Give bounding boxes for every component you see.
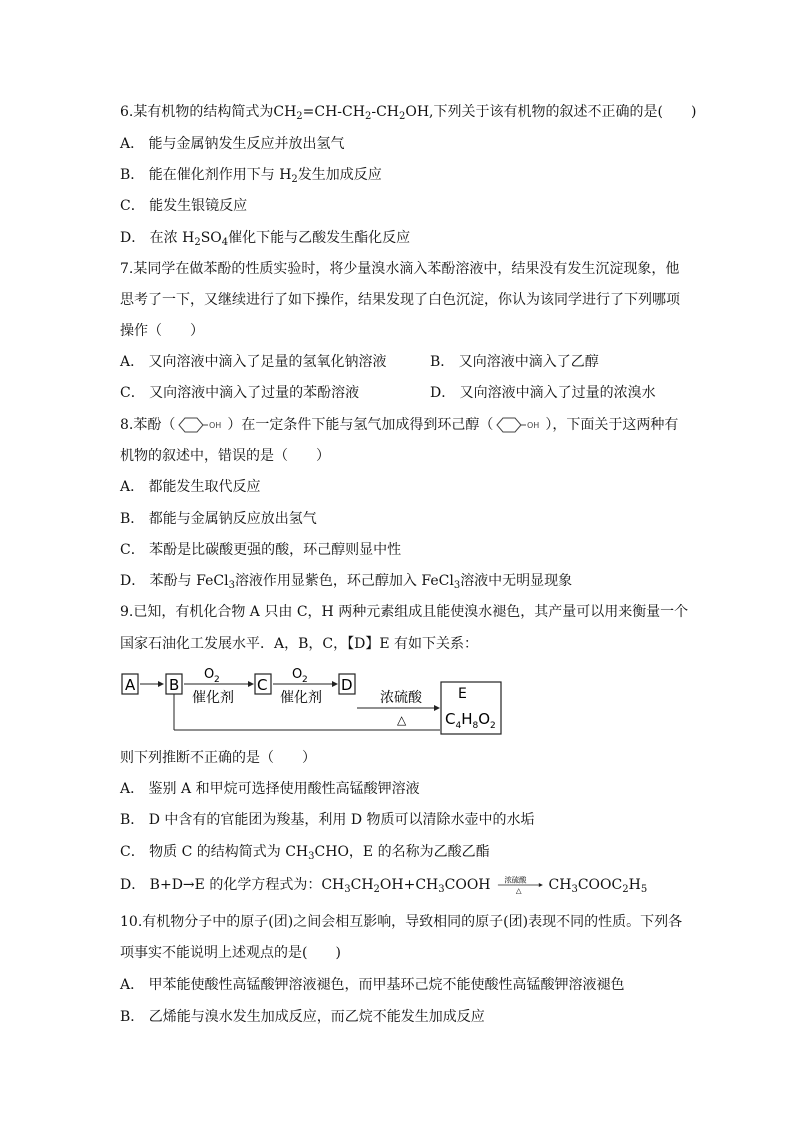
phenol-structure-icon (175, 416, 227, 434)
label-b: B (169, 676, 180, 694)
q6-option-a: A． 能与金属钠发生反应并放出氢气 (120, 136, 345, 152)
q7-option-a: A． 又向溶液中滴入了足量的氢氧化钠溶液 (120, 354, 387, 370)
svg-text:OH: OH (527, 421, 540, 430)
label-d: D (341, 676, 353, 694)
svg-text:OH: OH (209, 421, 222, 430)
svg-text:2: 2 (214, 675, 220, 685)
q6-option-b: B． 能在催化剂作用下与 $H_2$发生加成反应 (120, 167, 382, 185)
q10-stem-line1: 10.有机物分子中的原子(团)之间会相互影响，导致相同的原子(团)表现不同的性质。下列各 (120, 914, 683, 930)
acid-label: 浓硫酸 (380, 690, 422, 706)
q9-option-a: A． 鉴别 A 和甲烷可选择使用酸性高锰酸钾溶液 (120, 781, 420, 797)
q9-stem-line1: 9.已知，有机化合物 A 只由 C，H 两种元素组成且能使溴水褪色，其产量可以用来衡量一个 (120, 604, 689, 620)
heat-label: △ (397, 713, 407, 727)
q7-options-row2 (120, 384, 680, 402)
q7-option-d: D． 又向溶液中滴入了过量的浓溴水 (430, 385, 656, 401)
q9-option-c: C． 物质 C 的结构简式为 $CH_3CHO$，E 的名称为乙酸乙酯 (120, 844, 490, 862)
o2-label-2: O (292, 667, 303, 682)
q10-stem-line2: 项事实不能说明上述观点的是( ) (120, 945, 341, 961)
reaction-flow-diagram (118, 662, 518, 742)
catalyst-label-1: 催化剂 (192, 690, 234, 706)
svg-text:△: △ (515, 886, 522, 894)
svg-text:浓硫酸: 浓硫酸 (503, 876, 527, 885)
q7-stem-line3: 操作（ ） (120, 323, 204, 339)
q8-option-a: A． 都能发生取代反应 (120, 479, 261, 495)
q8-stem-line2: 机物的叙述中，错误的是（ ） (120, 448, 330, 464)
q6-stem: 6.某有机物的结构简式为$CH_2=CH-CH_2-CH_2OH$,下列关于该有机物的叙述不正确的是( ) (120, 104, 697, 122)
cyclohexanol-structure-icon (493, 416, 545, 434)
q7-option-b: B． 又向溶液中滴入了乙醇 (430, 354, 599, 370)
e-formula: $C_4H_8O_2$ (445, 710, 496, 731)
q8-option-c: C． 苯酚是比碳酸更强的酸，环己醇则显中性 (120, 542, 402, 558)
label-a: A (125, 676, 136, 694)
q9-stem-line2: 国家石油化工发展水平．A，B，C，【D】E 有如下关系： (120, 636, 479, 652)
q7-stem-line1: 7.某同学在做苯酚的性质实验时，将少量溴水滴入苯酚溶液中，结果没有发生沉淀现象，他 (120, 261, 680, 277)
q7-option-c: C． 又向溶液中滴入了过量的苯酚溶液 (120, 385, 360, 401)
q8-option-d: D． 苯酚与 FeCl$_3$溶液作用显紫色，环己醇加入 FeCl$_3$溶液中无明显现象 (120, 573, 573, 591)
q8-option-b: B． 都能与金属钠反应放出氢气 (120, 511, 317, 527)
q7-stem-line2: 思考了一下，又继续进行了如下操作，结果发现了白色沉淀，你认为该同学进行了下列哪项 (120, 292, 680, 308)
svg-text:2: 2 (302, 675, 308, 685)
label-c: C (257, 676, 268, 694)
q10-option-a: A． 甲苯能使酸性高锰酸钾溶液褪色，而甲基环己烷不能使酸性高锰酸钾溶液褪色 (120, 977, 625, 993)
q10-option-b: B． 乙烯能与溴水发生加成反应，而乙烷不能发生加成反应 (120, 1009, 485, 1025)
q9-option-b: B． D 中含有的官能团为羧基，利用 D 物质可以清除水壶中的水垢 (120, 812, 535, 828)
catalyst-label-2: 催化剂 (280, 690, 322, 706)
q9-option-d: D． B+D→E 的化学方程式为：$CH_3CH_2OH+CH_3COOH$ 浓硫酸 △ $CH_3COOC_2H_5$ (120, 876, 648, 895)
q6-option-c: C． 能发生银镜反应 (120, 198, 248, 214)
reaction-condition-arrow (491, 876, 549, 894)
q9-stem-line3: 则下列推断不正确的是（ ） (120, 750, 316, 766)
q6-option-d: D． 在浓 $H_2SO_4$催化下能与乙酸发生酯化反应 (120, 230, 411, 248)
o2-label-1: O (204, 667, 215, 682)
label-e: E (458, 686, 467, 702)
q7-options-row1 (120, 353, 680, 371)
q8-stem-line1: 8.苯酚（ OH ）在一定条件下能与氢气加成得到环己醇（ OH ），下面关于这两种有 (120, 417, 679, 433)
